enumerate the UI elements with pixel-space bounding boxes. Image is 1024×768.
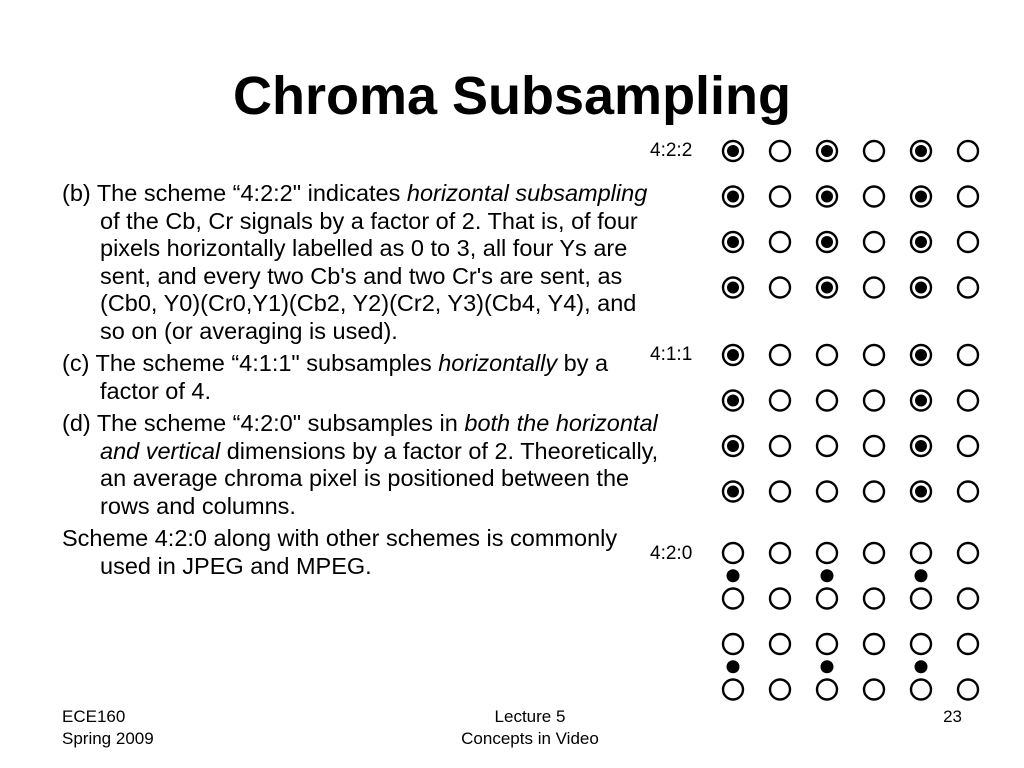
- pixel-open-s2-r0-c3: [864, 543, 884, 563]
- slide-title: Chroma Subsampling: [232, 66, 792, 126]
- pixel-open-s2-r3-c2: [817, 680, 837, 700]
- pixel-open-s2-r1-c2: [817, 589, 837, 609]
- chroma-sample-s0-r0-c4: [915, 145, 927, 157]
- chroma-dot-4: [821, 660, 834, 673]
- pixel-open-s2-r2-c0: [723, 634, 743, 654]
- pixel-open-s0-r3-c3: [864, 278, 884, 298]
- chroma-sample-s0-r2-c4: [915, 236, 927, 248]
- paragraph-c-run-1: horizontally: [438, 350, 558, 376]
- pixel-open-s1-r1-c3: [864, 391, 884, 411]
- chroma-sample-s0-r2-c2: [821, 236, 833, 248]
- chroma-sample-s0-r3-c2: [821, 282, 833, 294]
- pixel-open-s0-r0-c5: [958, 141, 978, 161]
- pixel-open-s1-r2-c1: [770, 436, 790, 456]
- pixel-open-s1-r3-c5: [958, 482, 978, 502]
- pixel-open-s2-r1-c1: [770, 589, 790, 609]
- footer-lecture: [380, 706, 680, 750]
- pixel-open-s0-r2-c1: [770, 232, 790, 252]
- pixel-open-s2-r2-c2: [817, 634, 837, 654]
- pixel-open-s2-r2-c5: [958, 634, 978, 654]
- pixel-open-s2-r2-c4: [911, 634, 931, 654]
- pixel-open-s0-r1-c3: [864, 187, 884, 207]
- chroma-sample-s0-r2-c0: [727, 236, 739, 248]
- paragraph-c-run-2: by a factor of 4.: [100, 350, 609, 404]
- chroma-sample-s1-r2-c0: [727, 440, 739, 452]
- pixel-open-s0-r0-c1: [770, 141, 790, 161]
- footer-course-name: ECE160: [62, 707, 126, 726]
- pixel-open-s1-r0-c5: [958, 345, 978, 365]
- pixel-open-s1-r2-c2: [817, 436, 837, 456]
- pixel-open-s2-r0-c0: [723, 543, 743, 563]
- pixel-open-s2-r0-c2: [817, 543, 837, 563]
- chroma-sample-s0-r0-c0: [727, 145, 739, 157]
- pixel-open-s0-r2-c3: [864, 232, 884, 252]
- pixel-open-s2-r3-c0: [723, 680, 743, 700]
- pixel-open-s0-r3-c1: [770, 278, 790, 298]
- chroma-sample-s1-r0-c4: [915, 349, 927, 361]
- paragraph-d-run-1: both the horizontal and vertical: [100, 410, 658, 464]
- paragraph-summary-run-0: Scheme 4:2:0 along with other schemes is commonly used in JPEG and MPEG.: [62, 525, 618, 579]
- chroma-sample-s0-r0-c2: [821, 145, 833, 157]
- page-number: 23: [943, 707, 962, 726]
- footer-term: Spring 2009: [62, 729, 154, 748]
- pixel-open-s2-r2-c1: [770, 634, 790, 654]
- pixel-open-s1-r1-c1: [770, 391, 790, 411]
- chroma-sample-s1-r0-c0: [727, 349, 739, 361]
- chroma-dot-3: [727, 660, 740, 673]
- pixel-open-s1-r2-c3: [864, 436, 884, 456]
- chroma-sample-s0-r3-c4: [915, 282, 927, 294]
- pixel-open-s1-r3-c2: [817, 482, 837, 502]
- pixel-open-s2-r1-c3: [864, 589, 884, 609]
- chroma-dot-1: [821, 569, 834, 582]
- chroma-sample-s0-r1-c2: [821, 191, 833, 203]
- chroma-sample-s0-r1-c4: [915, 191, 927, 203]
- paragraph-b-run-0: (b) The scheme “4:2:2" indicates: [62, 180, 407, 206]
- pixel-open-s2-r0-c1: [770, 543, 790, 563]
- pixel-open-s2-r1-c0: [723, 589, 743, 609]
- paragraph-b-run-1: horizontal subsampling: [406, 180, 648, 206]
- pixel-open-s2-r3-c4: [911, 680, 931, 700]
- chroma-sample-s1-r3-c4: [915, 486, 927, 498]
- pixel-open-s1-r3-c1: [770, 482, 790, 502]
- footer-course: [62, 706, 154, 750]
- chroma-sample-s1-r2-c4: [915, 440, 927, 452]
- pixel-open-s2-r2-c3: [864, 634, 884, 654]
- chroma-sample-s1-r3-c0: [727, 486, 739, 498]
- scheme-label-422: 4:2:2: [650, 140, 693, 161]
- scheme-label-411: 4:1:1: [650, 344, 693, 365]
- pixel-open-s1-r1-c2: [817, 391, 837, 411]
- pixel-open-s0-r1-c1: [770, 187, 790, 207]
- chroma-dot-5: [915, 660, 928, 673]
- chroma-sample-s0-r1-c0: [727, 191, 739, 203]
- pixel-open-s2-r1-c4: [911, 589, 931, 609]
- pixel-open-s2-r0-c4: [911, 543, 931, 563]
- chroma-sample-s0-r3-c0: [727, 282, 739, 294]
- pixel-open-s0-r2-c5: [958, 232, 978, 252]
- pixel-open-s1-r2-c5: [958, 436, 978, 456]
- pixel-open-s1-r1-c5: [958, 391, 978, 411]
- chroma-sample-s1-r1-c4: [915, 395, 927, 407]
- pixel-open-s2-r1-c5: [958, 589, 978, 609]
- chroma-sample-s1-r1-c0: [727, 395, 739, 407]
- pixel-open-s1-r0-c1: [770, 345, 790, 365]
- chroma-dot-0: [727, 569, 740, 582]
- pixel-open-s2-r3-c5: [958, 680, 978, 700]
- footer-lecture-number: Lecture 5: [494, 707, 566, 726]
- footer-topic: Concepts in Video: [461, 729, 599, 748]
- pixel-open-s2-r3-c1: [770, 680, 790, 700]
- pixel-open-s2-r3-c3: [864, 680, 884, 700]
- pixel-open-s0-r1-c5: [958, 187, 978, 207]
- scheme-label-420: 4:2:0: [650, 543, 693, 564]
- pixel-open-s1-r3-c3: [864, 482, 884, 502]
- paragraph-d-run-0: (d) The scheme “4:2:0" subsamples in: [62, 410, 465, 436]
- paragraph-d-run-2: dimensions by a factor of 2. Theoretically, an average chroma pixel is positioned between the rows and columns.: [100, 437, 659, 519]
- pixel-open-s0-r3-c5: [958, 278, 978, 298]
- pixel-open-s2-r0-c5: [958, 543, 978, 563]
- chroma-dot-2: [915, 569, 928, 582]
- pixel-open-s1-r0-c2: [817, 345, 837, 365]
- paragraph-c-run-0: (c) The scheme “4:1:1" subsamples: [62, 350, 439, 376]
- pixel-open-s0-r0-c3: [864, 141, 884, 161]
- paragraph-b-run-2: of the Cb, Cr signals by a factor of 2. That is, of four pixels horizontally labelled as 0 to 3, all four Ys are sent, and every two Cb's and two Cr's are sent, as (Cb0, Y0)(Cr0,Y1)(Cb2, Y2)(Cr2, Y3)(Cb4, Y4), and so on (or averaging is used).: [100, 207, 638, 344]
- pixel-open-s1-r0-c3: [864, 345, 884, 365]
